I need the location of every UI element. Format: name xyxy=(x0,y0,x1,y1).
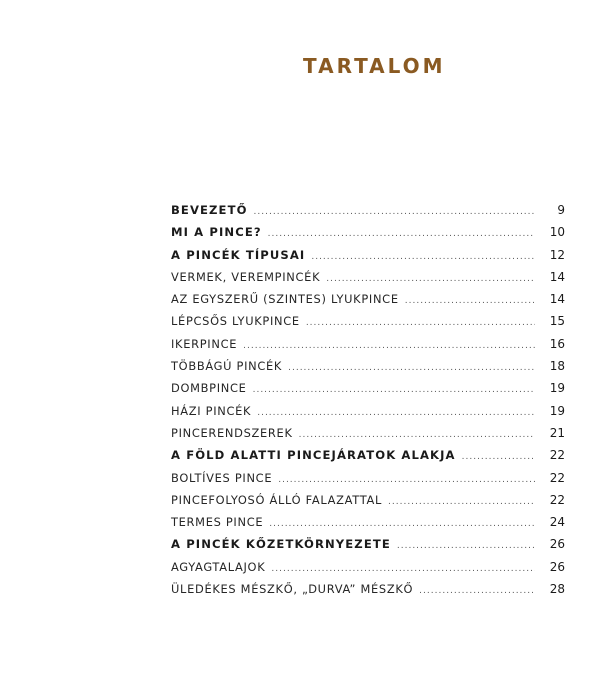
toc-leader-dots xyxy=(278,475,535,485)
toc-leader-dots xyxy=(271,564,535,574)
toc-entry[interactable] xyxy=(171,292,565,314)
toc-page-number: 26 xyxy=(549,559,565,574)
toc-leader-dots xyxy=(311,252,535,262)
toc-entry[interactable] xyxy=(171,314,565,336)
toc-entry[interactable] xyxy=(171,337,565,359)
toc-leader-dots xyxy=(306,318,535,328)
toc-entry[interactable] xyxy=(171,426,565,448)
toc-leader-dots xyxy=(397,541,535,551)
toc-entry[interactable] xyxy=(171,471,565,493)
toc-page-number: 22 xyxy=(549,470,565,485)
toc-page-number: 22 xyxy=(549,448,565,463)
toc-entry-title: DOMBPINCE xyxy=(171,381,247,396)
toc-entry-title: TÖBBÁGÚ PINCÉK xyxy=(171,359,283,374)
toc-entry[interactable] xyxy=(171,203,565,225)
toc-entry[interactable] xyxy=(171,537,565,559)
toc-leader-dots xyxy=(257,408,535,418)
toc-entry[interactable] xyxy=(171,515,565,537)
toc-entry-title: BOLTÍVES PINCE xyxy=(171,470,273,485)
toc-page-number: 9 xyxy=(557,203,565,217)
toc-leader-dots xyxy=(288,363,535,373)
toc-entry[interactable] xyxy=(171,582,565,604)
toc-entry-title: PINCERENDSZEREK xyxy=(171,425,293,440)
toc-entry-title: MI A PINCE? xyxy=(171,225,262,240)
toc-page-number: 28 xyxy=(549,582,565,597)
toc-entry[interactable] xyxy=(171,381,565,403)
toc-entry[interactable] xyxy=(171,560,565,582)
toc-entry-title: PINCEFOLYOSÓ ÁLLÓ FALAZATTAL xyxy=(171,492,383,507)
toc-leader-dots xyxy=(388,497,535,507)
toc-entry-title: BEVEZETŐ xyxy=(171,203,248,217)
toc-entry-title: TERMES PINCE xyxy=(171,515,264,530)
toc-page-number: 12 xyxy=(549,247,565,262)
page-title: TARTALOM xyxy=(303,54,446,78)
toc-entry-title: AGYAGTALAJOK xyxy=(171,559,266,574)
toc-entry-title: ÜLEDÉKES MÉSZKŐ, „DURVA” MÉSZKŐ xyxy=(171,582,414,597)
toc-entry-title: A PINCÉK KŐZETKÖRNYEZETE xyxy=(171,537,391,552)
toc-leader-dots xyxy=(243,341,535,351)
toc-leader-dots xyxy=(326,274,535,284)
toc-leader-dots xyxy=(254,207,535,217)
toc-entry[interactable] xyxy=(171,248,565,270)
table-of-contents xyxy=(171,203,565,604)
toc-leader-dots xyxy=(405,296,535,306)
toc-leader-dots xyxy=(269,519,535,529)
toc-page-number: 18 xyxy=(549,359,565,374)
toc-page-number: 15 xyxy=(549,314,565,329)
toc-entry-title: A PINCÉK TÍPUSAI xyxy=(171,247,306,262)
toc-page-number: 14 xyxy=(549,269,565,284)
toc-entry[interactable] xyxy=(171,404,565,426)
toc-leader-dots xyxy=(299,430,535,440)
toc-page-number: 16 xyxy=(549,336,565,351)
toc-leader-dots xyxy=(462,452,535,462)
toc-entry[interactable] xyxy=(171,225,565,247)
toc-leader-dots xyxy=(268,229,535,239)
toc-entry[interactable] xyxy=(171,493,565,515)
toc-page-number: 14 xyxy=(549,292,565,307)
toc-entry-title: IKERPINCE xyxy=(171,336,238,351)
toc-entry-title: A FÖLD ALATTI PINCEJÁRATOK ALAKJA xyxy=(171,448,456,463)
toc-page-number: 21 xyxy=(549,425,565,440)
toc-entry-title: LÉPCSŐS LYUKPINCE xyxy=(171,314,300,329)
toc-entry-title: AZ EGYSZERŰ (SZINTES) LYUKPINCE xyxy=(171,292,399,307)
toc-entry[interactable] xyxy=(171,359,565,381)
toc-entry[interactable] xyxy=(171,448,565,470)
toc-page-number: 22 xyxy=(549,492,565,507)
toc-entry-title: VERMEK, VEREMPINCÉK xyxy=(171,269,321,284)
toc-page-number: 19 xyxy=(549,381,565,396)
toc-entry-title: HÁZI PINCÉK xyxy=(171,403,252,418)
toc-page-number: 24 xyxy=(549,515,565,530)
toc-leader-dots xyxy=(253,385,535,395)
toc-leader-dots xyxy=(419,586,535,596)
toc-page-number: 19 xyxy=(549,403,565,418)
toc-page-number: 26 xyxy=(549,537,565,552)
toc-entry[interactable] xyxy=(171,270,565,292)
toc-page-number: 10 xyxy=(549,225,565,240)
